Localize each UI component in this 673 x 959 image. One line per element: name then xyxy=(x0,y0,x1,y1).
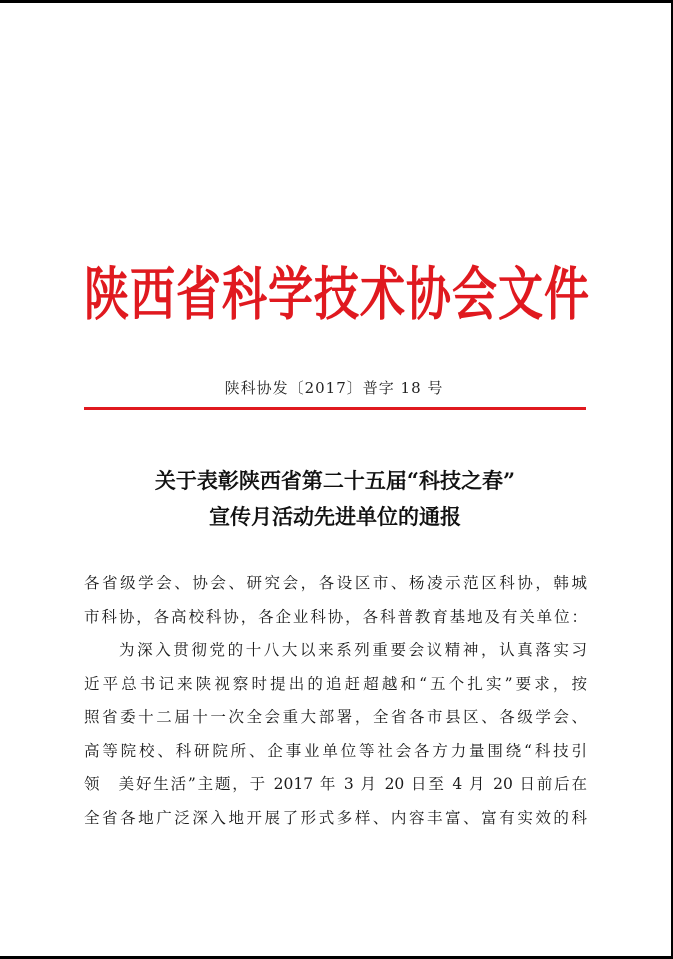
salutation-line-1: 各省级学会、协会、研究会，各设区市、杨凌示范区科协，韩城 xyxy=(84,574,587,592)
title-line-2: 宣传月活动先进单位的通报 xyxy=(209,504,461,529)
document-title xyxy=(84,463,586,535)
red-divider-line xyxy=(84,407,586,410)
paragraph-line-6: 全省各地广泛深入地开展了形式多样、内容丰富、富有实效的科 xyxy=(84,808,587,827)
paragraph-line-5: 领 美好生活”主题，于 2017 年 3 月 20 日至 4 月 20 日前后在 xyxy=(84,775,587,793)
paragraph-line-2: 近平总书记来陕视察时提出的追赶超越和“五个扎实”要求，按 xyxy=(84,674,587,693)
title-line-1: 关于表彰陕西省第二十五届“科技之春” xyxy=(154,468,516,493)
document-body xyxy=(84,567,587,835)
page-edge-top xyxy=(0,0,673,3)
red-masthead: 陕西省科学技术协会文件 xyxy=(84,260,591,329)
salutation-line-2: 市科协，各高校科协，各企业科协，各科普教育基地及有关单位： xyxy=(84,607,587,626)
paragraph-line-4: 高等院校、科研院所、企事业单位等社会各方力量围绕“科技引 xyxy=(84,741,587,760)
paragraph-line-3: 照省委十二届十一次全会重大部署，全省各市县区、各级学会、 xyxy=(84,708,587,726)
paragraph-line-1: 为深入贯彻党的十八大以来系列重要会议精神，认真落实习 xyxy=(119,641,587,659)
document-number: 陕科协发〔2017〕普字 18 号 xyxy=(224,379,444,397)
